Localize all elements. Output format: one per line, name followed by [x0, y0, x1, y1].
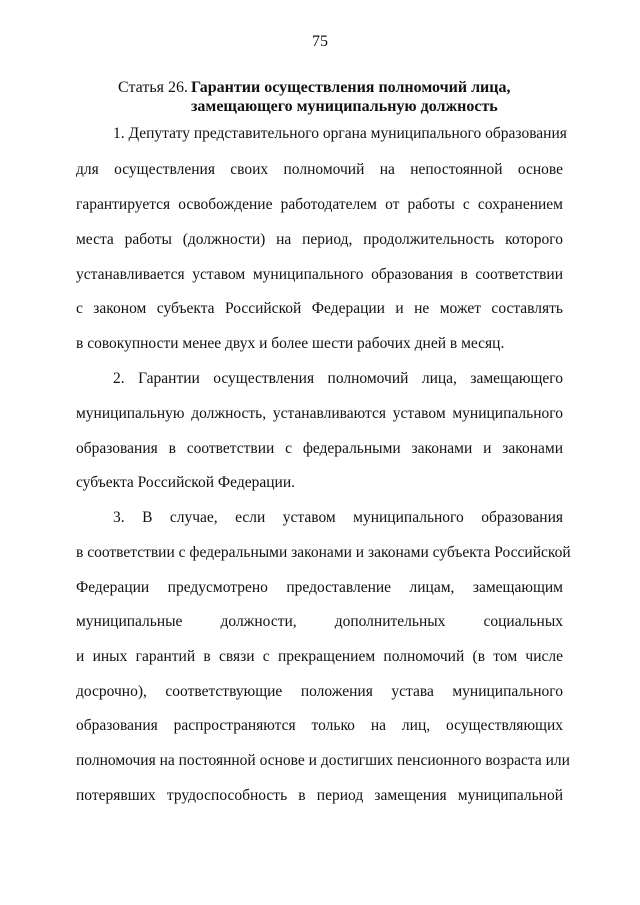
paragraph-2-line-3: образования в соответствии с федеральными законами и законами [76, 440, 563, 457]
paragraph-3-line-5: и иных гарантий в связи с прекращением полномочий (в том числе [76, 648, 563, 665]
paragraph-3-line-3: Федерации предусмотрено предоставление лицам, замещающим [76, 579, 563, 596]
paragraph-2-line-2: муниципальную должность, устанавливаются уставом муниципального [76, 405, 563, 422]
article-title-line-1: Гарантии осуществления полномочий лица, [191, 79, 511, 96]
paragraph-1-line-1: 1. Депутату представительного органа муниципального образования [113, 125, 567, 142]
article-number: Статья 26. [118, 79, 188, 96]
paragraph-1-line-3: гарантируется освобождение работодателем от работы с сохранением [76, 196, 563, 213]
paragraph-1-line-2: для осуществления своих полномочий на непостоянной основе [76, 161, 563, 178]
paragraph-1-line-7: в совокупности менее двух и более шести рабочих дней в месяц. [76, 335, 505, 352]
paragraph-3-line-8: полномочия на постоянной основе и достигших пенсионного возраста или [76, 752, 570, 769]
paragraph-1-line-6: с законом субъекта Российской Федерации и не может составлять [76, 300, 563, 317]
paragraph-1-line-4: места работы (должности) на период, продолжительность которого [76, 231, 563, 248]
paragraph-2-line-4: субъекта Российской Федерации. [76, 474, 295, 491]
paragraph-3-line-1: 3. В случае, если уставом муниципального образования [113, 509, 563, 526]
paragraph-1-line-5: устанавливается уставом муниципального образования в соответствии [76, 266, 563, 283]
paragraph-3-line-6: досрочно), соответствующие положения устава муниципального [76, 683, 563, 700]
page-number: 75 [312, 33, 328, 50]
paragraph-3-line-2: в соответствии с федеральными законами и законами субъекта Российской [76, 544, 571, 561]
paragraph-3-line-9: потерявших трудоспособность в период замещения муниципальной [76, 787, 563, 804]
paragraph-2-line-1: 2. Гарантии осуществления полномочий лица, замещающего [113, 370, 563, 387]
paragraph-3-line-7: образования распространяются только на лиц, осуществляющих [76, 717, 563, 734]
paragraph-3-line-4: муниципальные должности, дополнительных социальных [76, 613, 563, 630]
article-title-line-2: замещающего муниципальную должность [191, 98, 498, 115]
article-heading [118, 78, 588, 116]
